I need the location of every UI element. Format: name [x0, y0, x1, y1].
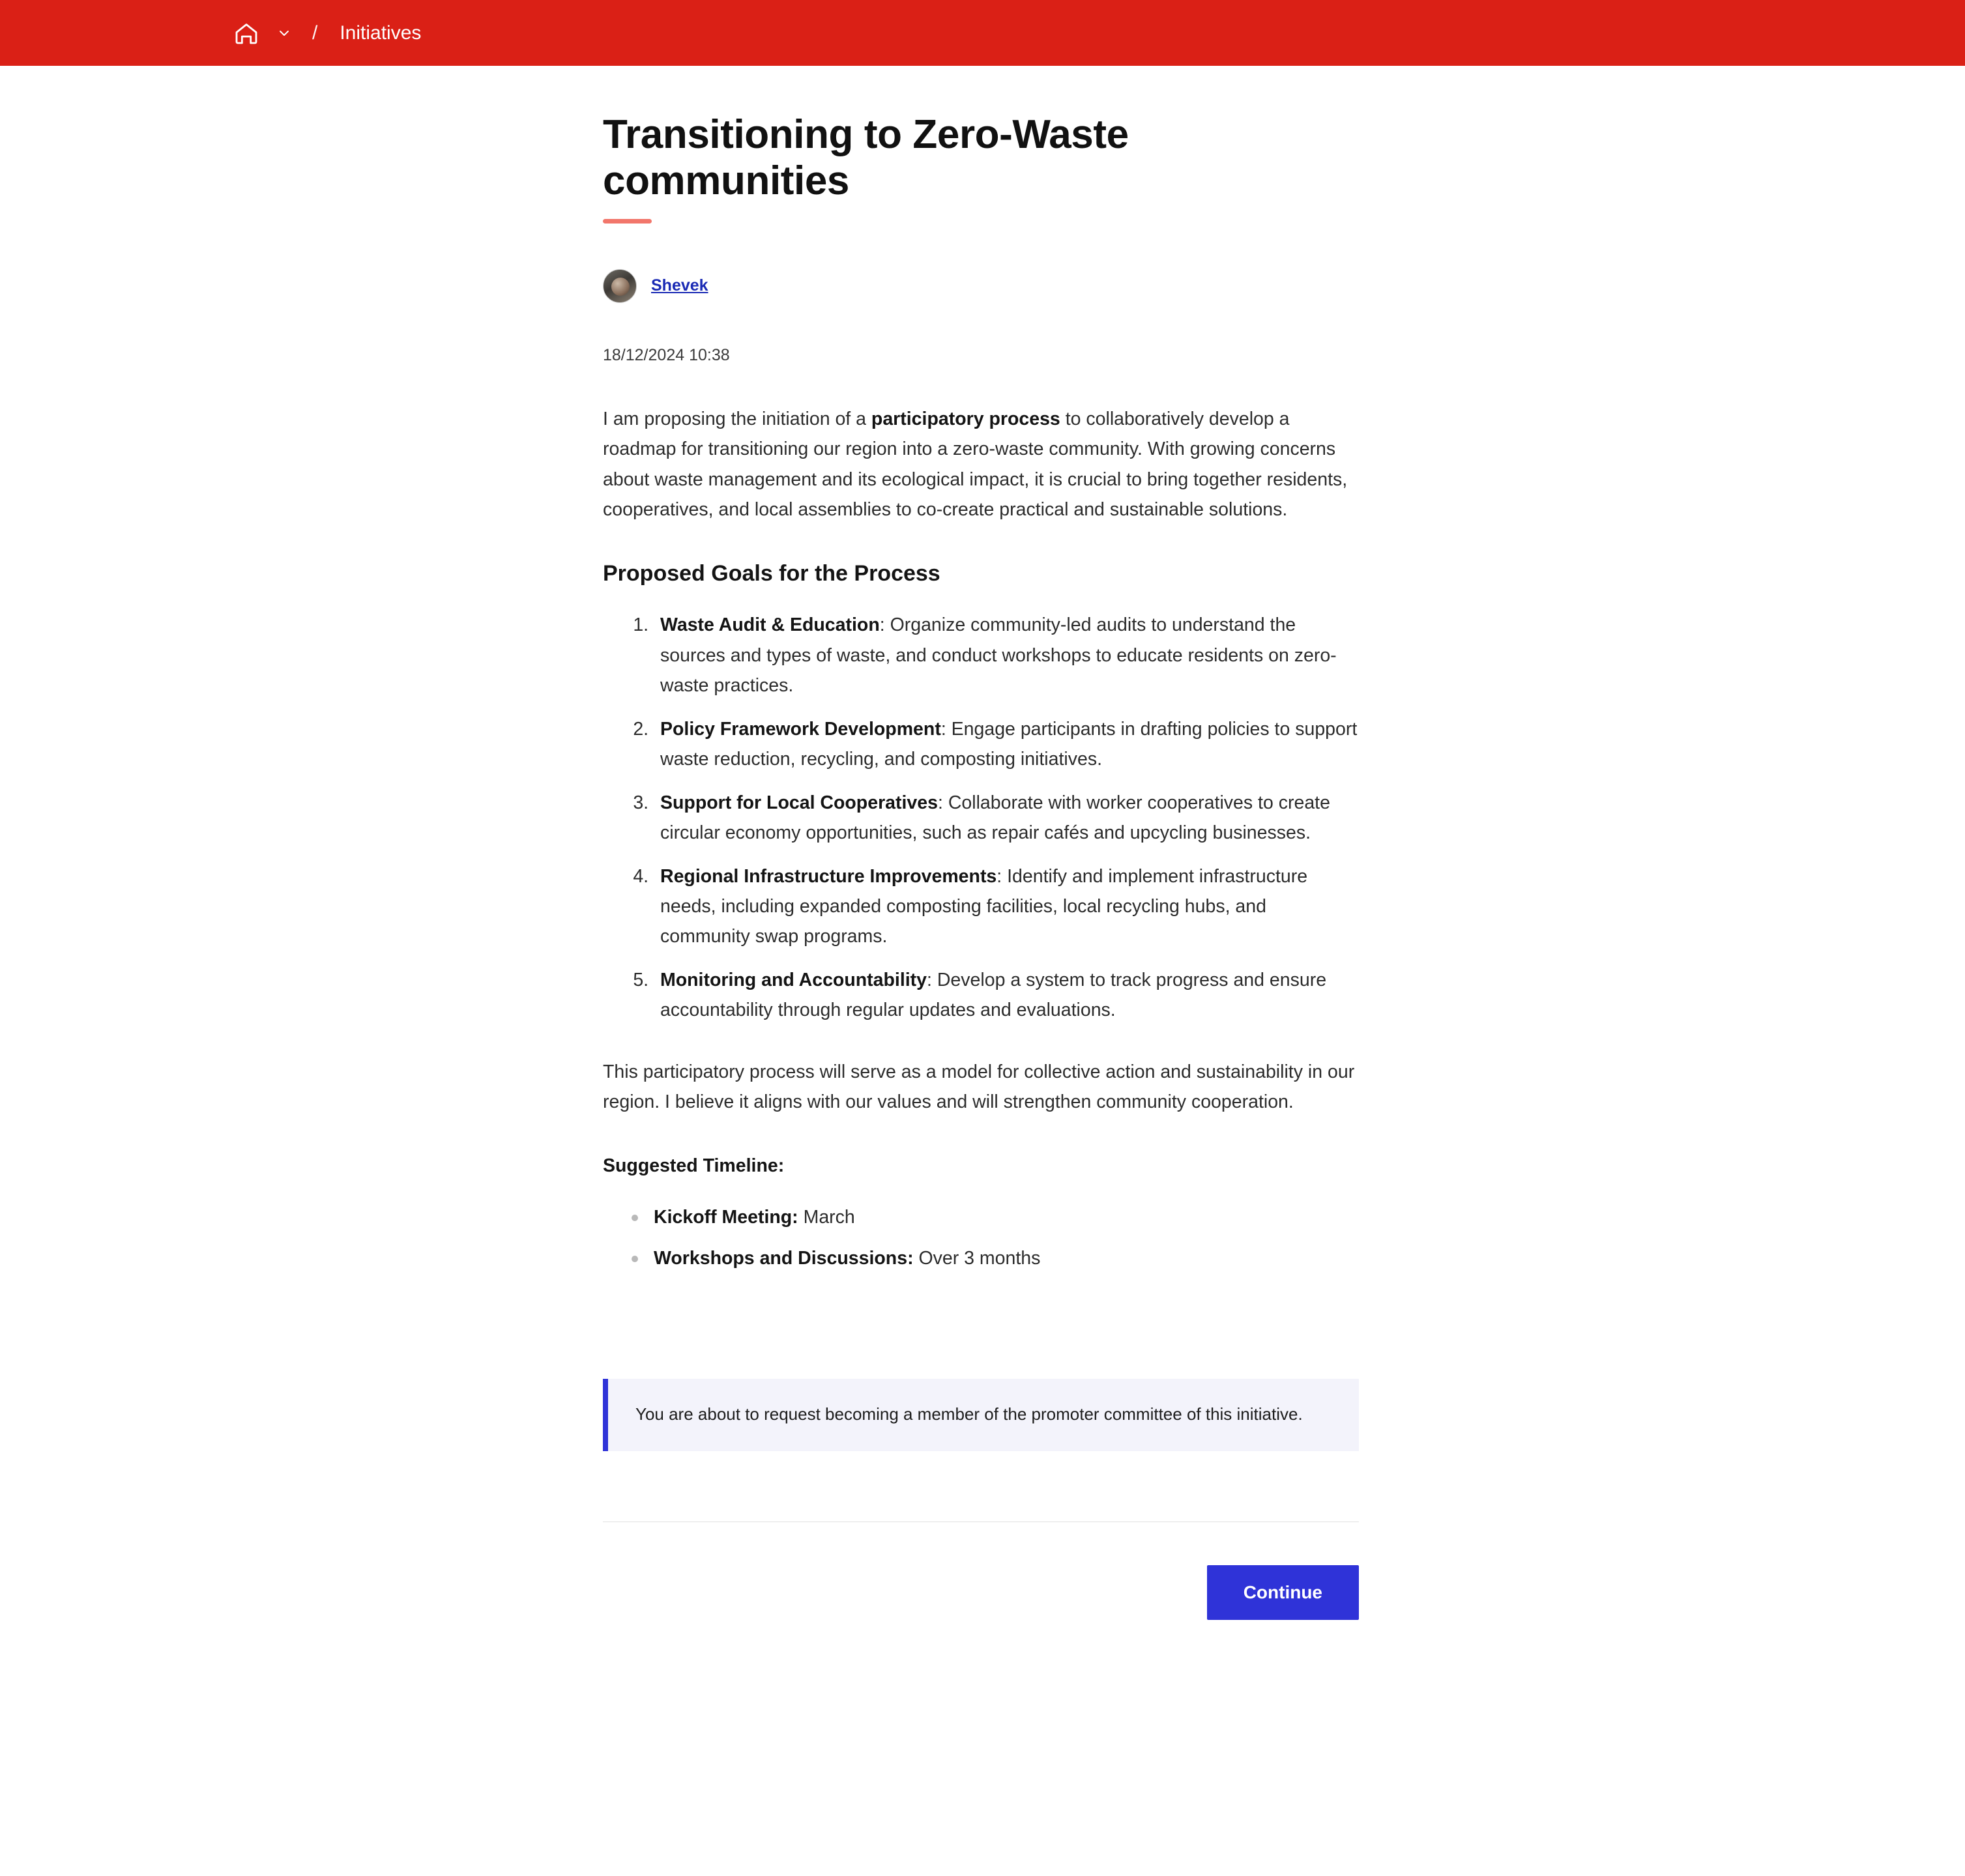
list-item [632, 1243, 1359, 1275]
goal-text: : Identify and implement infrastructure needs, including expanded composting facilities, local recycling hubs, and community swap programs. [660, 865, 1308, 947]
goals-list [603, 610, 1359, 1025]
intro-part-2: to collaboratively develop a roadmap for transitioning our region into a zero-waste community. With growing concerns about waste management and its ecological impact, it is crucial to bring together residents, cooperatives, and local assemblies to co-create practical and sustainable solutions. [603, 408, 1348, 520]
list-item [654, 861, 1359, 952]
list-item [654, 610, 1359, 700]
timestamp: 18/12/2024 10:38 [603, 345, 730, 364]
list-item [654, 714, 1359, 775]
action-bar [603, 1565, 1359, 1698]
page-title: Transitioning to Zero-Waste communities [603, 112, 1129, 204]
timeline-value: March [798, 1207, 855, 1228]
breadcrumb-initiatives-link[interactable]: Initiatives [340, 22, 422, 44]
goal-label: Support for Local Cooperatives [660, 792, 938, 813]
goal-text: : Engage participants in drafting policies to support waste reduction, recycling, and composting initiatives. [660, 718, 1358, 770]
intro-bold-term: participatory process [871, 408, 1060, 429]
author-row [603, 269, 1359, 303]
goal-text: : Develop a system to track progress and ensure accountability through regular updates and evaluations. [660, 969, 1327, 1021]
promoter-committee-callout [603, 1379, 1359, 1450]
callout-text: You are about to request becoming a member of the promoter committee of this initiative. [635, 1404, 1303, 1424]
list-item [632, 1202, 1359, 1234]
top-navigation-bar [0, 0, 1965, 66]
breadcrumb-separator: / [312, 22, 318, 44]
intro-part-1: I am proposing the initiation of a [603, 408, 871, 429]
author-name-link[interactable]: Shevek [651, 276, 708, 295]
goal-label: Waste Audit & Education [660, 614, 880, 636]
intro-paragraph [603, 404, 1359, 525]
goal-label: Policy Framework Development [660, 718, 941, 740]
goal-label: Regional Infrastructure Improvements [660, 865, 997, 887]
goal-text: : Collaborate with worker cooperatives to create circular economy opportunities, such as repair cafés and upcycling businesses. [660, 792, 1330, 844]
home-icon[interactable] [231, 18, 261, 48]
list-item [654, 788, 1359, 848]
timeline-list [603, 1202, 1359, 1275]
timeline-value: Over 3 months [913, 1248, 1041, 1269]
title-underline-accent [603, 219, 652, 224]
avatar[interactable] [603, 269, 637, 303]
list-item [654, 965, 1359, 1026]
main-content [0, 66, 1965, 1698]
continue-button[interactable]: Continue [1207, 1565, 1359, 1620]
chevron-down-icon[interactable] [276, 25, 293, 42]
goal-label: Monitoring and Accountability [660, 969, 927, 990]
goal-text: : Organize community-led audits to understand the sources and types of waste, and conduct workshops to educate residents on zero-waste practices. [660, 614, 1337, 697]
timeline-heading: Suggested Timeline: [603, 1155, 785, 1176]
timeline-label: Kickoff Meeting: [654, 1207, 798, 1228]
closing-paragraph: This participatory process will serve as a model for collective action and sustainability in our region. I believe it aligns with our values and will strengthen community cooperation. [603, 1061, 1355, 1113]
timeline-label: Workshops and Discussions: [654, 1248, 914, 1269]
goals-heading: Proposed Goals for the Process [603, 561, 940, 586]
